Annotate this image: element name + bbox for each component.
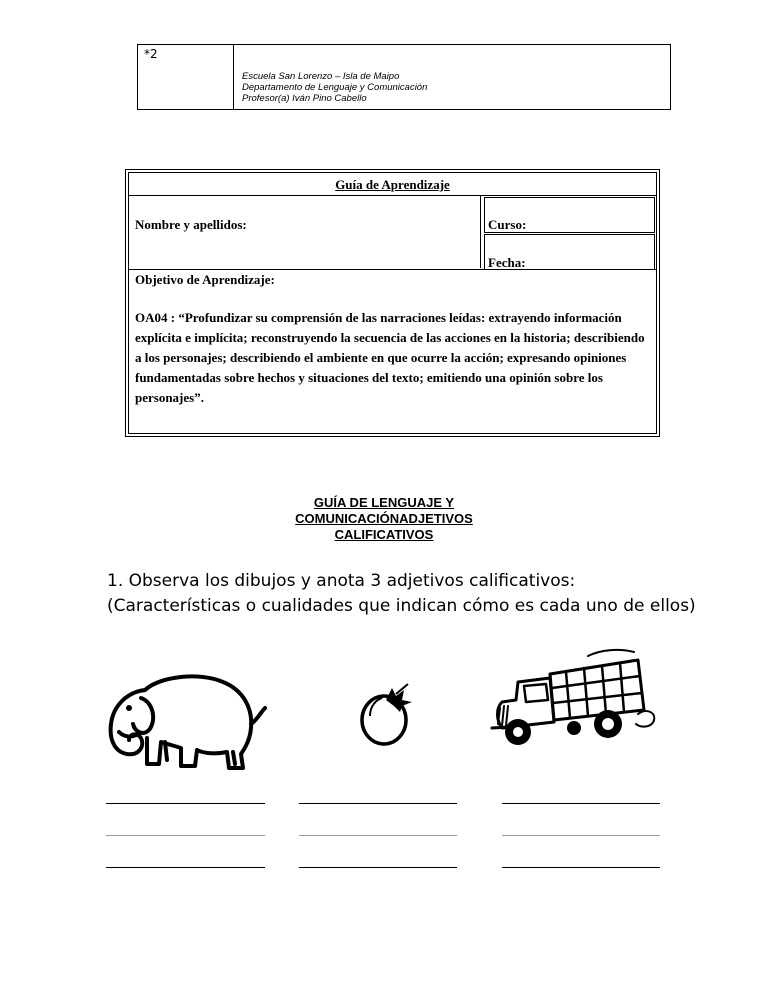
header-mark: *2 <box>144 47 158 61</box>
name-label: Nombre y apellidos: <box>135 217 247 232</box>
learning-guide-inner <box>128 172 657 434</box>
worksheet-title <box>224 495 544 543</box>
name-field[interactable] <box>129 196 481 268</box>
answer-line-tomato-2[interactable] <box>299 835 457 836</box>
truck-drawing <box>488 648 660 748</box>
teacher-name: Profesor(a) Iván Pino Cabello <box>242 93 367 104</box>
course-field[interactable] <box>484 197 655 233</box>
title-line-1: GUÍA DE LENGUAJE Y <box>313 495 455 510</box>
instructions <box>107 569 696 619</box>
guide-title-row <box>129 173 656 196</box>
answer-line-elephant-1[interactable] <box>106 803 265 804</box>
school-info <box>242 71 427 104</box>
guide-title: Guía de Aprendizaje <box>335 177 450 192</box>
answer-line-elephant-2[interactable] <box>106 835 265 836</box>
answer-line-truck-2[interactable] <box>502 835 660 836</box>
header-mark-cell <box>138 45 234 109</box>
school-name: Escuela San Lorenzo – Isla de Maipo <box>242 71 400 82</box>
answer-line-elephant-3[interactable] <box>106 867 265 868</box>
answer-line-truck-1[interactable] <box>502 803 660 804</box>
answer-line-tomato-1[interactable] <box>299 803 457 804</box>
objective-text: OA04 : “Profundizar su comprensión de las narraciones leídas: extrayendo información explícita e implícita; reconstruyendo la secuencia de las acciones en la historia; describiendo a los personajes; describiendo el ambiente en que ocurre la acción; expresando opiniones fundamentadas sobre hechos y situaciones del texto; emitiendo una opinión sobre los personajes”. <box>135 310 645 405</box>
learning-guide-box <box>125 169 660 437</box>
instruction-line-1: 1. Observa los dibujos y anota 3 adjetivos calificativos: <box>107 571 576 591</box>
date-label: Fecha: <box>488 255 526 270</box>
objective-label: Objetivo de Aprendizaje: <box>135 272 275 287</box>
objective-section <box>129 269 656 433</box>
answer-line-tomato-3[interactable] <box>299 867 457 868</box>
department-name: Departamento de Lenguaje y Comunicación <box>242 82 428 93</box>
course-label: Curso: <box>488 217 527 232</box>
instruction-line-2: (Características o cualidades que indican cómo es cada uno de ellos) <box>107 596 696 616</box>
tomato-drawing <box>356 682 422 748</box>
title-line-3: CALIFICATIVOS <box>334 527 434 542</box>
elephant-drawing <box>105 668 270 773</box>
answer-line-truck-3[interactable] <box>502 867 660 868</box>
school-header-box <box>137 44 671 110</box>
title-line-2: COMUNICACIÓNADJETIVOS <box>295 511 473 526</box>
date-field[interactable] <box>484 234 655 270</box>
